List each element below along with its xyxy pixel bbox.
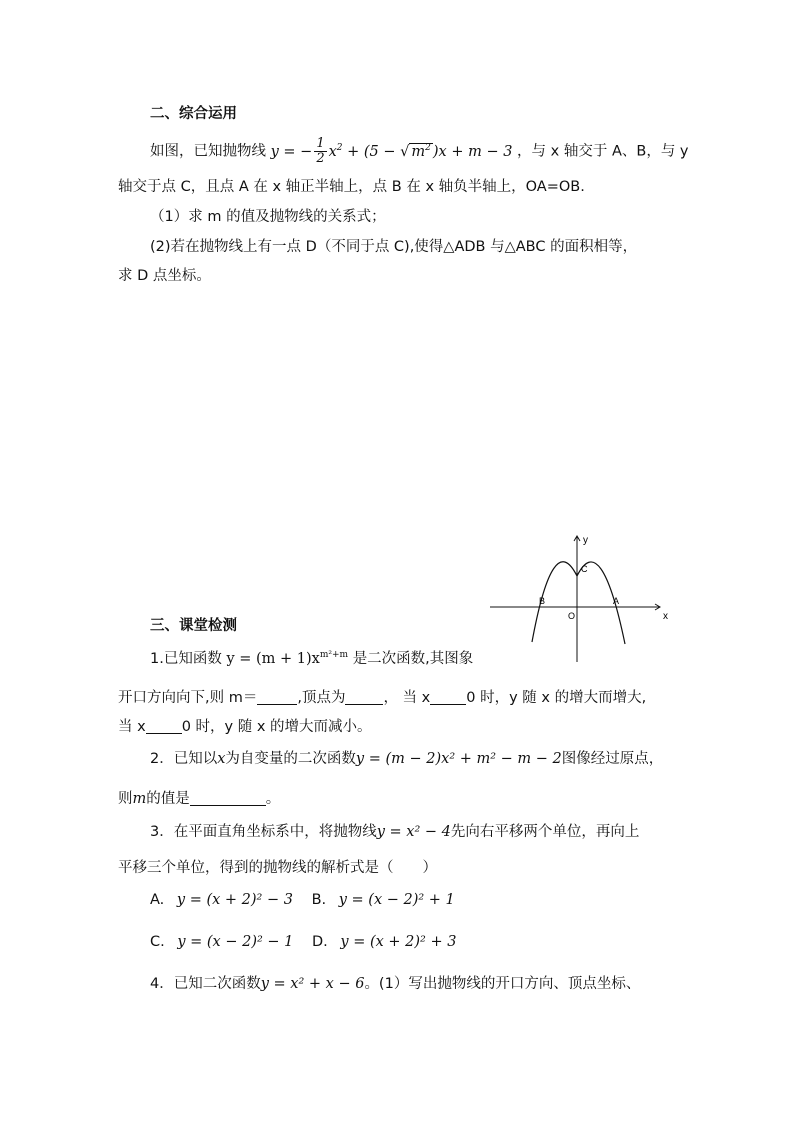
parabola-equation: y = − $\frac{1}{2}$ $x^2 + (5$ − √ $m^2$ )x + m − 3	[270, 136, 513, 166]
label-c: C	[581, 564, 588, 574]
label-o: O	[568, 611, 576, 621]
parabola-curve	[532, 562, 625, 644]
label-a: A	[613, 596, 620, 606]
p1-l2-b: ,顶点为	[297, 690, 346, 706]
p1-l2-d: 0 时，y 随 x 的增大而增大,	[466, 690, 647, 706]
p4-suffix: 。(1）写出抛物线的开口方向、顶点坐标、	[364, 976, 641, 992]
blank-m-value[interactable]	[190, 791, 266, 806]
option-a-label[interactable]: A.	[150, 892, 165, 908]
option-a[interactable]: y = (x + 2)² − 3	[176, 892, 293, 908]
eq-tail: )x + m − 3	[432, 143, 513, 160]
problem3-line1	[150, 822, 639, 842]
p2-var: x	[217, 751, 226, 767]
section2-heading: 二、综合运用	[150, 106, 237, 122]
option-b-label[interactable]: B.	[311, 892, 327, 908]
p4-prefix: 4．已知二次函数	[150, 976, 261, 992]
p2-prefix: 2．已知以	[150, 751, 218, 767]
p4-equation: y = x² + x − 6	[260, 976, 365, 992]
p1-l2-c: ， 当 x	[383, 690, 431, 706]
label-b: B	[539, 596, 546, 606]
p1-eq: y = (m + 1)x	[226, 651, 320, 667]
half-fraction	[314, 137, 326, 166]
p2-mid: 为自变量的二次函数	[225, 751, 356, 767]
blank-vertex[interactable]	[345, 690, 383, 705]
p1-l2-a: 开口方向向下,则 m＝	[118, 690, 258, 706]
blank-x-increase[interactable]	[430, 690, 466, 705]
options-row-2	[150, 932, 456, 952]
option-c-label[interactable]: C.	[150, 934, 165, 950]
question-2-line2: 求 D 点坐标。	[118, 268, 211, 284]
p3-prefix: 3．在平面直角坐标系中，将抛物线	[150, 824, 377, 840]
options-row-1	[150, 890, 455, 910]
p1-equation	[222, 651, 353, 667]
p3-equation: y = x² − 4	[376, 824, 451, 840]
option-c[interactable]: y = (x − 2)² − 1	[177, 934, 294, 950]
eq-mid: + (5 −	[342, 143, 401, 160]
p2-suffix: 图像经过原点，	[561, 751, 664, 767]
question-2-line1: (2)若在抛物线上有一点 D（不同于点 C),使得△ADB 与△ABC 的面积相等，	[150, 239, 638, 255]
problem4-line1	[150, 974, 640, 994]
p1-l3-b: 0 时，y 随 x 的增大而减小。	[181, 719, 372, 735]
frac-den: 2	[316, 151, 325, 166]
question-1: （1）求 m 的值及抛物线的关系式；	[150, 209, 386, 225]
problem-intro-line	[150, 137, 689, 166]
option-d-label[interactable]: D.	[312, 934, 328, 950]
label-y: y	[583, 535, 588, 546]
p3-suffix: 先向右平移两个单位，再向上	[450, 824, 640, 840]
p2-l2-a: 则	[118, 791, 133, 807]
p2-equation: y = (m − 2)x² + m² − m − 2	[355, 751, 562, 767]
sqrt-term: √ $m^2$	[400, 142, 431, 160]
p1-exponent: m²+m	[319, 650, 349, 660]
parabola-figure	[488, 530, 673, 665]
blank-m[interactable]	[257, 690, 297, 705]
p2-l2-var: m	[132, 791, 147, 807]
frac-num: 1	[316, 136, 325, 151]
problem1-line1	[150, 649, 473, 669]
problem2-line1	[150, 749, 663, 769]
intro-suffix: ，与 x 轴交于 A、B，与 y	[517, 143, 689, 160]
intro-prefix: 如图，已知抛物线	[150, 143, 266, 160]
option-b[interactable]: y = (x − 2)² + 1	[338, 892, 455, 908]
label-x: x	[663, 611, 668, 622]
section3-heading: 三、课堂检测	[150, 618, 237, 634]
p2-l2-c: 。	[265, 791, 281, 807]
eq-x: x	[328, 143, 337, 160]
problem1-line3	[118, 717, 372, 737]
p1-suffix: 是二次函数,其图象	[352, 651, 474, 667]
blank-x-decrease[interactable]	[146, 719, 182, 734]
p2-l2-b: 的值是	[146, 791, 190, 807]
p1-l3-a: 当 x	[118, 719, 146, 735]
eq-lhs: y = −	[270, 143, 313, 160]
problem-line2: 轴交于点 C，且点 A 在 x 轴正半轴上，点 B 在 x 轴负半轴上，OA=OB.	[118, 179, 585, 195]
problem1-line2	[118, 688, 646, 708]
p1-prefix: 1.已知函数	[150, 651, 222, 667]
problem3-line2: 平移三个单位，得到的抛物线的解析式是（ ）	[118, 860, 437, 876]
problem2-line2	[118, 789, 280, 809]
sqrt-body: m	[411, 143, 426, 160]
option-d[interactable]: y = (x + 2)² + 3	[340, 934, 457, 950]
